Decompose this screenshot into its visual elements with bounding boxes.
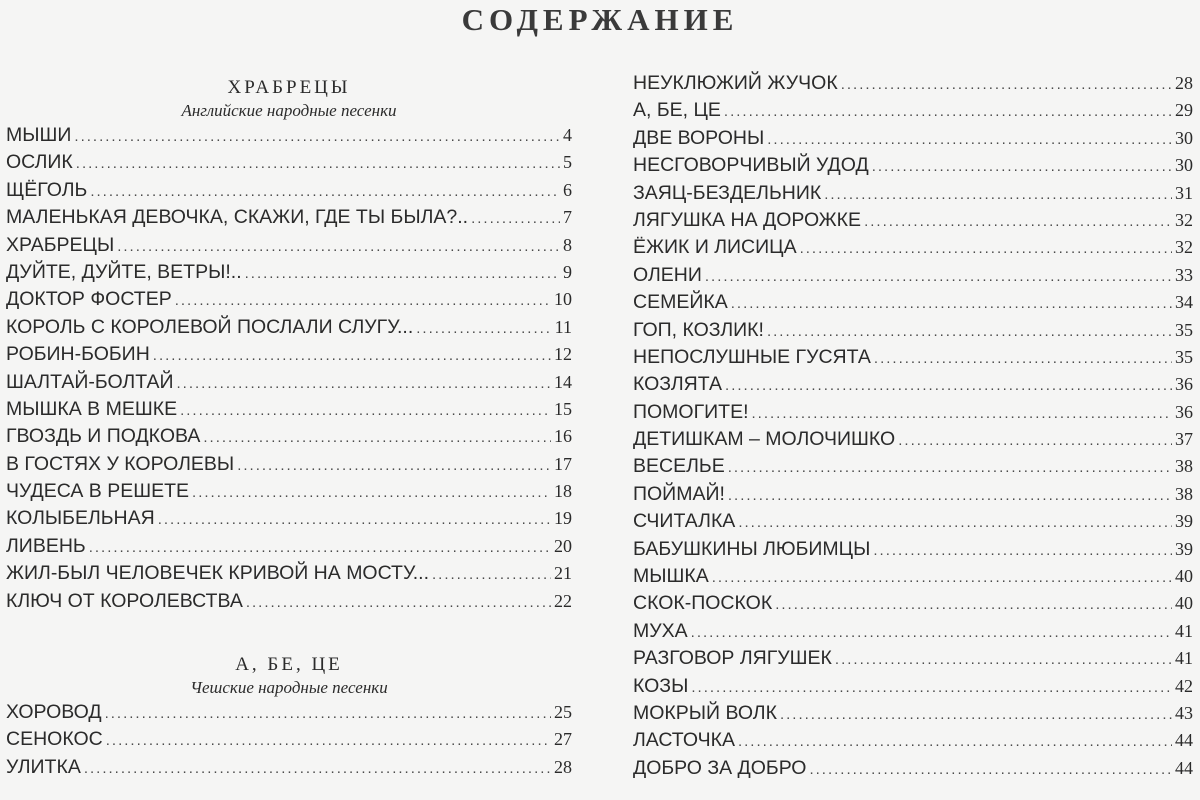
toc-entry xyxy=(6,507,572,534)
toc-entry xyxy=(6,701,572,728)
toc-entry xyxy=(633,99,1193,126)
toc-entry-page: 17 xyxy=(554,453,572,474)
toc-entry xyxy=(633,264,1193,291)
toc-entry-page: 34 xyxy=(1175,292,1193,313)
toc-entry-page: 36 xyxy=(1175,374,1193,395)
toc-dot-leader xyxy=(731,295,1172,312)
toc-entry-title: В ГОСТЯХ У КОРОЛЕВЫ xyxy=(6,452,235,475)
toc-dot-leader xyxy=(724,103,1172,120)
toc-entry-page: 41 xyxy=(1175,620,1193,641)
toc-entry-page: 25 xyxy=(554,702,572,723)
toc-entry-title: МОКРЫЙ ВОЛК xyxy=(633,701,777,724)
toc-dot-leader xyxy=(864,213,1172,230)
toc-entry-title: РОБИН-БОБИН xyxy=(6,343,150,366)
toc-entry-page: 39 xyxy=(1175,511,1193,532)
toc-dot-leader xyxy=(872,158,1172,175)
toc-entry-page: 28 xyxy=(1175,73,1193,93)
section-heading-abc: А, БЕ, ЦЕ xyxy=(235,654,343,676)
toc-entry-title: ГОП, КОЗЛИК! xyxy=(633,318,764,341)
toc-entry xyxy=(633,757,1193,784)
toc-entry xyxy=(6,151,572,178)
toc-dot-leader xyxy=(180,402,551,419)
toc-dot-leader xyxy=(767,323,1172,340)
toc-entry xyxy=(633,209,1193,236)
section-heading-brave: ХРАБРЕЦЫ xyxy=(227,77,351,98)
toc-entry xyxy=(633,373,1193,400)
toc-dot-leader xyxy=(691,679,1172,696)
toc-entry xyxy=(6,590,572,617)
toc-dot-leader xyxy=(105,705,551,722)
toc-entry-title: ЁЖИК И ЛИСИЦА xyxy=(633,236,797,259)
toc-entry-title: ХОРОВОД xyxy=(6,701,102,724)
toc-dot-leader xyxy=(841,76,1172,93)
toc-entry-page: 41 xyxy=(1175,648,1193,669)
toc-entry-page: 35 xyxy=(1175,319,1193,340)
toc-entry-title: СЧИТАЛКА xyxy=(633,510,736,533)
toc-dot-leader xyxy=(752,405,1172,422)
toc-entry xyxy=(633,428,1193,455)
toc-entry xyxy=(6,316,572,343)
toc-entry-title: ЛАСТОЧКА xyxy=(633,729,735,752)
toc-entry xyxy=(6,343,572,370)
toc-entry-title: ОСЛИК xyxy=(6,151,73,174)
toc-dot-leader xyxy=(738,514,1172,531)
toc-entry-title: КОЛЫБЕЛЬНАЯ xyxy=(6,507,155,530)
toc-entry xyxy=(633,510,1193,537)
toc-entry xyxy=(633,127,1193,154)
toc-entry-title: ГВОЗДЬ И ПОДКОВА xyxy=(6,425,201,448)
toc-entry-title: РАЗГОВОР ЛЯГУШЕК xyxy=(633,647,832,670)
toc-entry-page: 38 xyxy=(1175,456,1193,477)
toc-entry xyxy=(633,538,1193,565)
toc-dot-leader xyxy=(245,265,560,282)
toc-dot-leader xyxy=(90,183,560,200)
toc-entry xyxy=(633,182,1193,209)
toc-entry-title: НЕУКЛЮЖИЙ ЖУЧОК xyxy=(633,72,838,94)
toc-entry-title: ДЕТИШКАМ – МОЛОЧИШКО xyxy=(633,428,896,451)
toc-dot-leader xyxy=(874,350,1172,367)
toc-entry-title: ВЕСЕЛЬЕ xyxy=(633,455,725,478)
toc-entry-page: 27 xyxy=(554,729,572,750)
toc-entry xyxy=(633,702,1193,729)
toc-entry-title: ПОМОГИТЕ! xyxy=(633,400,749,423)
toc-dot-leader xyxy=(158,511,551,528)
toc-entry-page: 11 xyxy=(554,316,572,337)
toc-entry-page: 22 xyxy=(554,590,572,611)
section-entries-abc xyxy=(6,701,572,783)
toc-entry xyxy=(633,620,1193,647)
toc-dot-leader xyxy=(74,128,560,145)
toc-entry-page: 38 xyxy=(1175,483,1193,504)
toc-dot-leader xyxy=(728,459,1172,476)
toc-entry-title: ДВЕ ВОРОНЫ xyxy=(633,126,765,149)
toc-right-column xyxy=(633,72,1193,784)
toc-entry xyxy=(6,179,572,206)
section-entries-brave xyxy=(6,124,572,617)
toc-dot-leader xyxy=(809,761,1172,778)
section-subtitle-english: Английские народные песенки xyxy=(181,101,397,120)
toc-dot-leader xyxy=(432,566,551,583)
toc-dot-leader xyxy=(824,186,1172,203)
toc-entry xyxy=(633,319,1193,346)
toc-entry-title: ЗАЯЦ-БЕЗДЕЛЬНИК xyxy=(633,181,822,204)
toc-dot-leader xyxy=(835,651,1172,668)
toc-entry-title: ДУЙТЕ, ДУЙТЕ, ВЕТРЫ!.. xyxy=(6,260,242,283)
toc-dot-leader xyxy=(192,484,551,501)
toc-entry-page: 37 xyxy=(1175,429,1193,450)
toc-entry-page: 43 xyxy=(1175,702,1193,723)
toc-entry xyxy=(6,562,572,589)
toc-entry xyxy=(633,346,1193,373)
page-title: СОДЕРЖАНИЕ xyxy=(461,2,739,37)
toc-entry-page: 29 xyxy=(1175,100,1193,121)
toc-entry-title: ЛЯГУШКА НА ДОРОЖКЕ xyxy=(633,208,862,231)
toc-dot-leader xyxy=(780,706,1172,723)
toc-entry xyxy=(633,455,1193,482)
toc-entry-title: А, БЕ, ЦЕ xyxy=(633,99,721,122)
toc-entry-page: 8 xyxy=(563,234,572,255)
toc-entry xyxy=(6,124,572,151)
toc-dot-leader xyxy=(106,732,551,749)
toc-entry-title: ДОБРО ЗА ДОБРО xyxy=(633,756,807,779)
toc-dot-leader xyxy=(471,210,560,227)
toc-entry-title: СКОК-ПОСКОК xyxy=(633,592,773,615)
toc-entry-page: 40 xyxy=(1175,593,1193,614)
toc-entry-title: МЫШКА В МЕШКЕ xyxy=(6,397,178,420)
toc-dot-leader xyxy=(177,375,552,392)
toc-entry-title: КОЗЛЯТА xyxy=(633,373,723,396)
toc-entry xyxy=(6,234,572,261)
toc-entry-page: 33 xyxy=(1175,264,1193,285)
toc-entry xyxy=(633,72,1193,99)
toc-entry xyxy=(633,675,1193,702)
toc-entry-title: ОЛЕНИ xyxy=(633,263,702,286)
toc-entry xyxy=(6,535,572,562)
section-entries-abc-continued xyxy=(633,72,1193,784)
toc-entry-title: ШАЛТАЙ-БОЛТАЙ xyxy=(6,370,174,393)
toc-dot-leader xyxy=(117,238,560,255)
toc-dot-leader xyxy=(175,292,551,309)
toc-entry-title: МЫШИ xyxy=(6,124,72,146)
toc-entry-page: 31 xyxy=(1175,182,1193,203)
toc-entry-title: ЧУДЕСА В РЕШЕТЕ xyxy=(6,480,190,503)
toc-entry-page: 30 xyxy=(1175,155,1193,176)
toc-entry-title: ПОЙМАЙ! xyxy=(633,482,725,505)
toc-entry xyxy=(633,647,1193,674)
toc-entry xyxy=(6,425,572,452)
toc-entry-page: 28 xyxy=(554,756,572,777)
toc-entry xyxy=(6,728,572,755)
toc-entry xyxy=(633,236,1193,263)
toc-entry-title: МЫШКА xyxy=(633,565,709,588)
toc-entry-title: ХРАБРЕЦЫ xyxy=(6,233,115,256)
toc-entry xyxy=(6,206,572,233)
section-gap xyxy=(6,617,572,637)
toc-entry xyxy=(6,398,572,425)
toc-entry-page: 18 xyxy=(554,481,572,502)
toc-entry-page: 32 xyxy=(1175,209,1193,230)
toc-entry xyxy=(633,291,1193,318)
toc-entry-title: ДОКТОР ФОСТЕР xyxy=(6,288,172,311)
toc-dot-leader xyxy=(800,240,1172,257)
toc-entry-title: КОЗЫ xyxy=(633,674,689,697)
toc-entry-page: 14 xyxy=(554,371,572,392)
toc-entry xyxy=(633,565,1193,592)
toc-entry-page: 21 xyxy=(554,563,572,584)
toc-entry-title: КЛЮЧ ОТ КОРОЛЕВСТВА xyxy=(6,589,243,612)
toc-entry-page: 12 xyxy=(554,344,572,365)
toc-dot-leader xyxy=(728,487,1172,504)
toc-entry xyxy=(633,401,1193,428)
toc-entry-page: 42 xyxy=(1175,675,1193,696)
toc-entry-title: НЕСГОВОРЧИВЫЙ УДОД xyxy=(633,154,869,177)
toc-dot-leader xyxy=(416,320,551,337)
toc-entry-page: 36 xyxy=(1175,401,1193,422)
toc-entry-page: 16 xyxy=(554,426,572,447)
toc-entry xyxy=(6,371,572,398)
toc-entry-page: 40 xyxy=(1175,566,1193,587)
toc-entry-title: СЕМЕЙКА xyxy=(633,291,728,314)
toc-dot-leader xyxy=(898,432,1172,449)
toc-entry-page: 15 xyxy=(554,398,572,419)
toc-dot-leader xyxy=(153,347,551,364)
toc-entry xyxy=(633,729,1193,756)
toc-dot-leader xyxy=(76,155,560,172)
toc-entry xyxy=(6,453,572,480)
toc-dot-leader xyxy=(237,457,551,474)
section-subtitle-czech: Чешские народные песенки xyxy=(190,678,388,698)
toc-entry-title: БАБУШКИНЫ ЛЮБИМЦЫ xyxy=(633,537,871,560)
toc-entry-page: 19 xyxy=(554,508,572,529)
toc-entry-title: ЛИВЕНЬ xyxy=(6,534,86,557)
toc-entry-page: 44 xyxy=(1175,757,1193,778)
toc-entry-title: СЕНОКОС xyxy=(6,728,103,751)
toc-entry-title: НЕПОСЛУШНЫЕ ГУСЯТА xyxy=(633,345,871,368)
toc-entry-page: 44 xyxy=(1175,730,1193,751)
toc-entry-page: 30 xyxy=(1175,127,1193,148)
toc-dot-leader xyxy=(705,268,1172,285)
toc-entry-page: 6 xyxy=(563,179,572,200)
toc-entry xyxy=(6,261,572,288)
toc-dot-leader xyxy=(873,542,1172,559)
toc-dot-leader xyxy=(89,539,551,556)
toc-entry-page: 7 xyxy=(563,207,572,228)
toc-dot-leader xyxy=(767,131,1172,148)
toc-entry-title: ЩЁГОЛЬ xyxy=(6,178,88,201)
toc-entry-page: 5 xyxy=(563,152,572,173)
toc-entry-page: 4 xyxy=(563,125,572,145)
toc-entry xyxy=(6,480,572,507)
toc-entry-page: 35 xyxy=(1175,346,1193,367)
toc-entry-title: УЛИТКА xyxy=(6,755,81,778)
toc-entry xyxy=(633,592,1193,619)
toc-entry xyxy=(6,288,572,315)
toc-dot-leader xyxy=(203,429,551,446)
toc-entry-page: 10 xyxy=(554,289,572,310)
toc-dot-leader xyxy=(712,569,1172,586)
toc-dot-leader xyxy=(725,377,1172,394)
toc-entry xyxy=(6,756,572,783)
toc-dot-leader xyxy=(775,596,1172,613)
toc-entry-title: МУХА xyxy=(633,619,688,642)
toc-entry-page: 32 xyxy=(1175,237,1193,258)
toc-entry-page: 20 xyxy=(554,535,572,556)
toc-dot-leader xyxy=(246,594,551,611)
toc-entry-title: КОРОЛЬ С КОРОЛЕВОЙ ПОСЛАЛИ СЛУГУ... xyxy=(6,315,414,338)
toc-entry-page: 39 xyxy=(1175,538,1193,559)
toc-dot-leader xyxy=(691,624,1172,641)
toc-dot-leader xyxy=(738,733,1172,750)
toc-entry-title: МАЛЕНЬКАЯ ДЕВОЧКА, СКАЖИ, ГДЕ ТЫ БЫЛА?.. xyxy=(6,206,469,229)
toc-left-column xyxy=(6,60,572,783)
toc-dot-leader xyxy=(84,760,551,777)
toc-entry-page: 9 xyxy=(563,261,572,282)
toc-entry xyxy=(633,483,1193,510)
toc-entry xyxy=(633,154,1193,181)
toc-entry-title: ЖИЛ-БЫЛ ЧЕЛОВЕЧЕК КРИВОЙ НА МОСТУ... xyxy=(6,562,430,585)
